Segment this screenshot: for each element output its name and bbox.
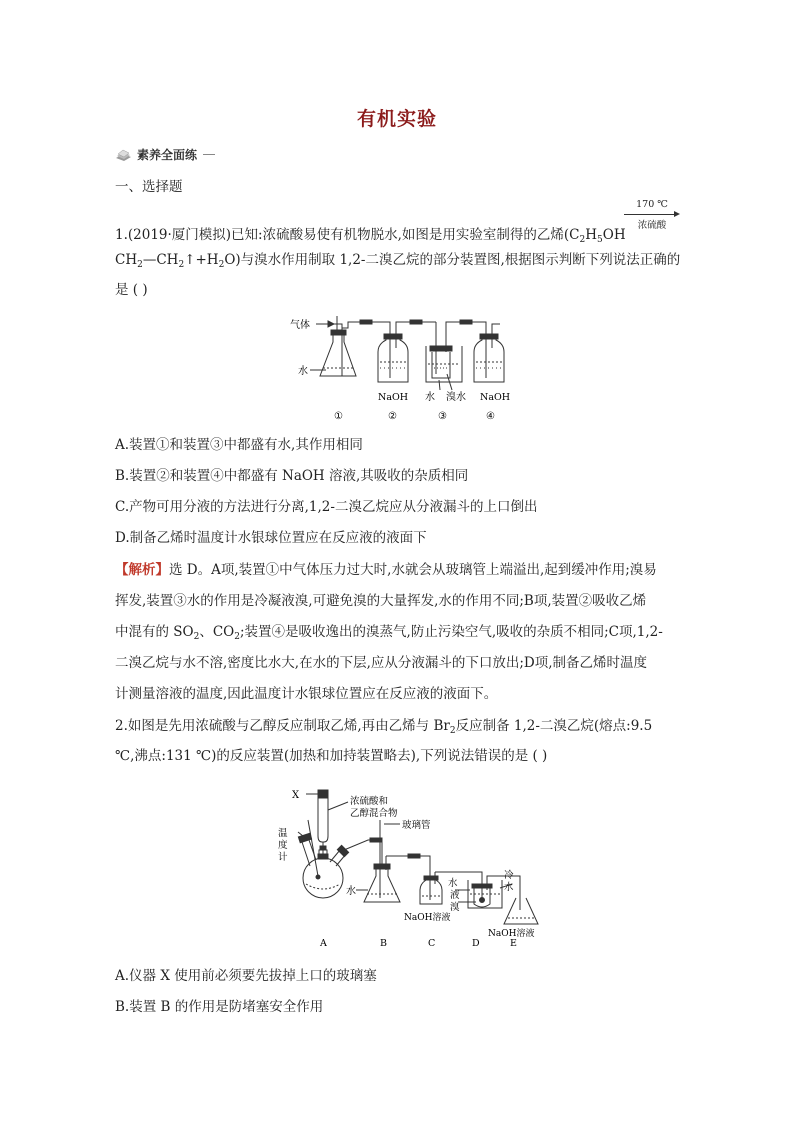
analysis-text: 选 D。A项,装置①中气体压力过大时,水就会从玻璃管上端溢出,起到缓冲作用;溴易	[169, 562, 657, 578]
section-tag-label: 素养全面练	[137, 148, 198, 162]
page-title: 有机实验	[356, 108, 437, 130]
q1-option-c: C.产物可用分液的方法进行分离,1,2-二溴乙烷应从分液漏斗的上口倒出	[115, 499, 538, 515]
q1-line1-text: 1.(2019·厦门模拟)已知:浓硫酸易使有机物脱水,如图是用实验室制得的乙烯(C	[115, 227, 580, 243]
naoh-label-2: NaOH	[378, 392, 409, 403]
analysis-text: ;装置④是吸收逸出的溴蒸气,防止污染空气,吸收的杂质不相同;C项,1,2-	[239, 624, 663, 640]
q2-option-a: A.仪器 X 使用前必须要先拔掉上口的玻璃塞	[115, 968, 377, 984]
q1-sub: 2	[218, 260, 225, 270]
bromine-water-label: 溴水	[446, 392, 466, 403]
cold-water-label-1: 冷	[504, 870, 514, 881]
analysis-text: 中混有的 SO	[115, 624, 194, 640]
apparatus-number-4: ④	[486, 411, 495, 422]
q2-option-b: B.装置 B 的作用是防堵塞安全作用	[115, 999, 324, 1015]
q1-text: —CH	[142, 252, 179, 268]
q1-option-b: B.装置②和装置④中都盛有 NaOH 溶液,其吸收的杂质相同	[115, 468, 469, 484]
water-label: 水	[298, 366, 308, 377]
analysis-sub: 2	[193, 632, 200, 642]
apparatus-label-d: D	[472, 938, 480, 949]
naoh-label-c: NaOH溶液	[404, 913, 451, 923]
q1-text: CH	[115, 252, 138, 268]
q1-text: ↑+H	[184, 252, 219, 268]
apparatus-label-b: B	[380, 938, 387, 949]
naoh-label-4: NaOH	[480, 392, 511, 403]
q2-text: 2.如图是先用浓硫酸与乙醇反应制取乙烯,再由乙烯与 Br	[115, 718, 450, 734]
analysis-tag: 【解析】	[115, 562, 169, 578]
condition-catalyst: 浓硫酸	[637, 220, 667, 231]
liquid-bromine-label-2: 溴	[450, 902, 460, 913]
thermometer-label-3: 计	[278, 852, 288, 863]
glass-tube-label: 玻璃管	[402, 820, 431, 831]
q1-text: H	[585, 227, 598, 243]
section-heading: 一、选择题	[115, 179, 183, 195]
label-x: X	[292, 790, 300, 801]
q1-line1	[115, 225, 626, 250]
apparatus-label-e: E	[510, 938, 517, 949]
apparatus-label-c: C	[428, 938, 436, 949]
q2-text: 反应制备 1,2-二溴乙烷(熔点:9.5	[455, 718, 653, 734]
q1-sub: 2	[178, 260, 185, 270]
apparatus-label-a: A	[320, 938, 327, 949]
q1-text: OH	[602, 227, 626, 243]
apparatus-number-3: ③	[438, 411, 447, 422]
q2-line1	[115, 716, 652, 741]
analysis-text: 、CO	[199, 624, 235, 640]
apparatus-number-1: ①	[334, 411, 343, 422]
analysis-line-5: 计测量溶液的温度,因此温度计水银球位置应在反应液的液面下。	[115, 686, 498, 702]
q1-option-d: D.制备乙烯时温度计水银球位置应在反应液的液面下	[115, 530, 427, 546]
acid-mix-label-2: 乙醇混合物	[350, 808, 398, 819]
cold-water-label-2: 水	[504, 882, 514, 893]
q1-sub: 2	[579, 235, 586, 245]
liquid-bromine-label-1: 液	[450, 890, 460, 901]
gas-label: 气体	[290, 320, 310, 331]
apparatus-number-2: ②	[388, 411, 397, 422]
water-label-b: 水	[346, 886, 356, 897]
thermometer-label-2: 度	[278, 840, 288, 851]
q1-apparatus-diagram	[290, 312, 520, 424]
analysis-sub: 2	[234, 632, 240, 642]
water-label-3: 水	[425, 392, 435, 403]
water-label-d: 水	[448, 878, 458, 889]
section-tag	[115, 146, 215, 163]
q1-option-a: A.装置①和装置③中都盛有水,其作用相同	[115, 437, 363, 453]
naoh-label-e: NaOH溶液	[488, 929, 535, 939]
analysis-line-4: 二溴乙烷与水不溶,密度比水大,在水的下层,应从分液漏斗的下口放出;D项,制备乙烯时温度	[115, 655, 648, 671]
q1-line2	[115, 250, 680, 275]
tag-underline	[203, 154, 215, 155]
arrow-line	[624, 214, 676, 215]
thermometer-label-1: 温	[278, 828, 288, 839]
analysis-line-1	[115, 560, 657, 580]
reaction-condition-arrow	[624, 199, 680, 229]
q1-line3: 是 ( )	[115, 282, 148, 298]
q1-sub: 5	[597, 235, 603, 245]
analysis-line-3	[115, 622, 663, 647]
q2-sub: 2	[449, 726, 456, 736]
q2-line2: ℃,沸点:131 ℃)的反应装置(加热和加持装置略去),下列说法错误的是 ( )	[115, 748, 548, 764]
analysis-line-2: 挥发,装置③水的作用是冷凝液溴,可避免溴的大量挥发,水的作用不同;B项,装置②吸收乙烯	[115, 593, 647, 609]
q1-sub: 2	[137, 260, 143, 270]
q2-apparatus-diagram	[272, 780, 542, 950]
q1-text: O)与溴水作用制取 1,2-二溴乙烷的部分装置图,根据图示判断下列说法正确的	[224, 252, 681, 268]
book-icon	[115, 149, 133, 161]
acid-mix-label-1: 浓硫酸和	[350, 796, 389, 807]
condition-temperature: 170 ℃	[636, 199, 668, 210]
